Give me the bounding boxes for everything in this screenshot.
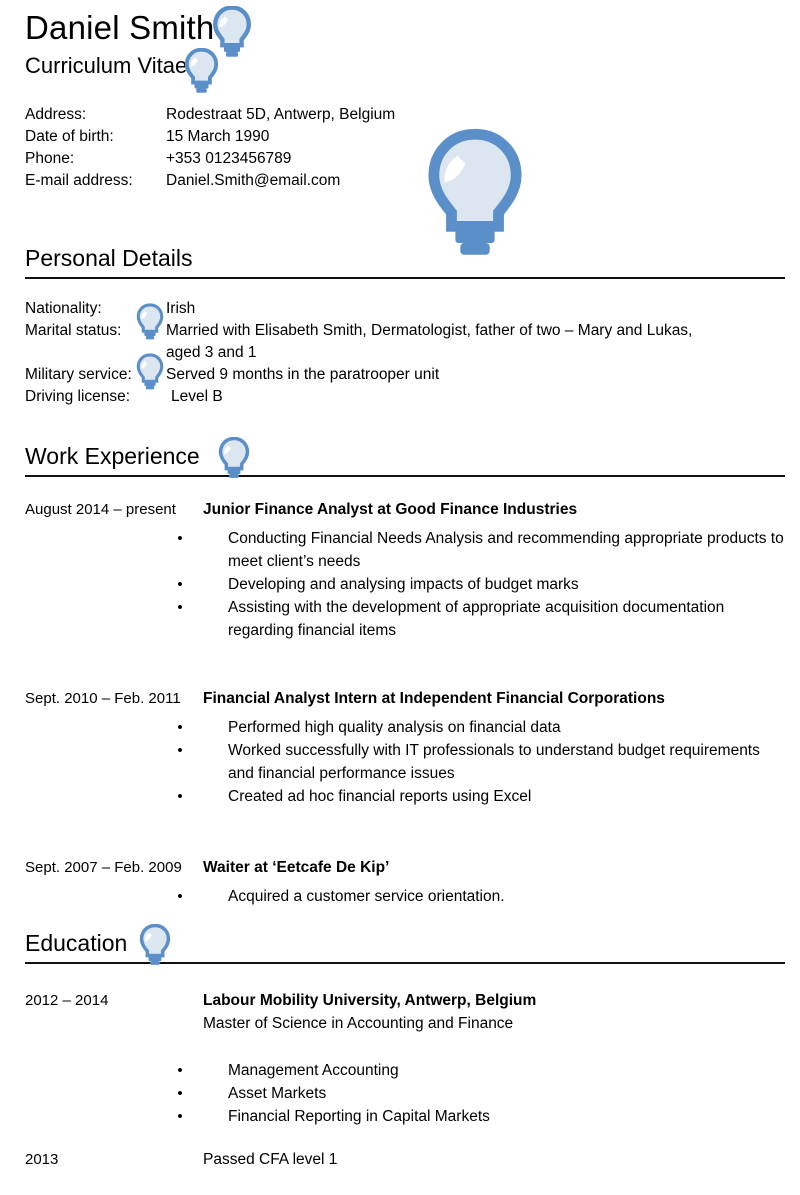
list-item-text: Conducting Financial Needs Analysis and recommending appropriate products to meet client’s needs xyxy=(228,530,784,570)
education-entry-header xyxy=(25,989,785,1012)
contact-label: Address: xyxy=(25,106,87,123)
work-entry-header xyxy=(25,687,785,710)
section-header-personal-details xyxy=(25,243,785,273)
detail-value: Irish xyxy=(166,300,196,317)
list-item xyxy=(25,573,785,596)
bullet-icon: • xyxy=(177,1108,183,1125)
detail-row xyxy=(25,386,785,408)
list-item-text: Created ad hoc financial reports using Excel xyxy=(228,788,532,805)
detail-label: Driving license: xyxy=(25,388,131,405)
list-item-text: Management Accounting xyxy=(228,1062,399,1079)
bullet-icon: • xyxy=(177,742,183,759)
contact-row xyxy=(25,170,485,192)
list-item-text: Financial Reporting in Capital Markets xyxy=(228,1108,490,1125)
contact-label: Phone: xyxy=(25,150,75,167)
section-divider xyxy=(25,475,785,477)
work-entry-bullets xyxy=(25,885,785,908)
detail-value-line: Level B xyxy=(171,388,223,405)
contact-row xyxy=(25,148,485,170)
page-subtitle: Curriculum Vitae xyxy=(25,53,188,78)
contact-row xyxy=(25,104,485,126)
bullet-icon: • xyxy=(177,599,183,616)
section-title: Education xyxy=(25,930,128,956)
list-item xyxy=(25,739,785,785)
detail-value-line: Married with Elisabeth Smith, Dermatologist, father of two – Mary and Lukas, xyxy=(166,322,693,339)
contact-value: Daniel.Smith@email.com xyxy=(166,172,341,189)
detail-label: Nationality: xyxy=(25,300,102,317)
work-entry-date: August 2014 – present xyxy=(25,501,176,518)
bullet-icon: • xyxy=(177,530,183,547)
work-entry-header xyxy=(25,498,785,521)
work-entry-title: Junior Finance Analyst at Good Finance Industries xyxy=(203,501,578,518)
education-entry-date: 2013 xyxy=(25,1151,59,1168)
section-header-work-experience xyxy=(25,441,785,471)
section-divider xyxy=(25,962,785,964)
list-item xyxy=(25,1105,785,1128)
detail-label: Marital status: xyxy=(25,322,122,339)
lightbulb-icon xyxy=(212,6,252,58)
work-entry-bullets xyxy=(25,527,785,642)
list-item-text: Developing and analysing impacts of budget marks xyxy=(228,576,579,593)
contact-value: 15 March 1990 xyxy=(166,128,270,145)
education-entry-subtitle: Passed CFA level 1 xyxy=(203,1151,338,1168)
work-entry-date: Sept. 2007 – Feb. 2009 xyxy=(25,859,182,876)
work-entry-title: Waiter at ‘Eetcafe De Kip’ xyxy=(203,859,390,876)
education-entry xyxy=(25,1148,785,1171)
education-entry-subtitle: Master of Science in Accounting and Finance xyxy=(203,1015,514,1032)
bullet-icon: • xyxy=(177,1062,183,1079)
list-item-text: Acquired a customer service orientation. xyxy=(228,888,505,905)
education-entry-bullets xyxy=(25,1059,785,1128)
list-item xyxy=(25,596,785,642)
bullet-icon: • xyxy=(177,576,183,593)
contact-details xyxy=(25,104,485,192)
detail-value xyxy=(166,386,785,408)
contact-label: Date of birth: xyxy=(25,128,114,145)
list-item xyxy=(25,527,785,573)
contact-value: Rodestraat 5D, Antwerp, Belgium xyxy=(166,106,396,123)
detail-label: Military service: xyxy=(25,366,132,383)
detail-value xyxy=(166,320,785,364)
work-entry-date: Sept. 2010 – Feb. 2011 xyxy=(25,690,181,707)
work-entry-bullets xyxy=(25,716,785,808)
section-title: Work Experience xyxy=(25,443,200,469)
list-item-text: Worked successfully with IT professionals to understand budget requirements and financial performance issues xyxy=(228,742,760,782)
detail-row xyxy=(25,364,785,386)
contact-value: +353 0123456789 xyxy=(166,150,292,167)
bullet-icon: • xyxy=(177,719,183,736)
education-entry xyxy=(25,989,785,1128)
list-item xyxy=(25,1082,785,1105)
work-entry-title: Financial Analyst Intern at Independent Financial Corporations xyxy=(203,690,665,707)
list-item-text: Performed high quality analysis on financial data xyxy=(228,719,561,736)
section-header-education xyxy=(25,928,785,958)
detail-value-continuation: aged 3 and 1 xyxy=(166,344,257,361)
contact-row xyxy=(25,126,485,148)
work-entry xyxy=(25,498,785,642)
list-item xyxy=(25,716,785,739)
section-divider xyxy=(25,277,785,279)
detail-row xyxy=(25,298,785,320)
bullet-icon: • xyxy=(177,788,183,805)
personal-details-list xyxy=(25,298,785,408)
section-title: Personal Details xyxy=(25,245,193,271)
contact-label: E-mail address: xyxy=(25,172,133,189)
list-item xyxy=(25,885,785,908)
detail-row xyxy=(25,320,785,364)
bullet-icon: • xyxy=(177,1085,183,1102)
education-entry-header xyxy=(25,1148,785,1171)
work-entry xyxy=(25,687,785,808)
page-title: Daniel Smith xyxy=(25,9,215,46)
bullet-icon: • xyxy=(177,888,183,905)
detail-value: Served 9 months in the paratrooper unit xyxy=(166,366,440,383)
work-entry xyxy=(25,856,785,908)
education-entry-date: 2012 – 2014 xyxy=(25,992,109,1009)
list-item xyxy=(25,1059,785,1082)
list-item xyxy=(25,785,785,808)
lightbulb-icon xyxy=(184,48,219,94)
work-entry-header xyxy=(25,856,785,879)
list-item-text: Asset Markets xyxy=(228,1085,327,1102)
list-item-text: Assisting with the development of appropriate acquisition documentation regarding financial items xyxy=(228,599,725,639)
education-entry-title: Labour Mobility University, Antwerp, Belgium xyxy=(203,992,537,1009)
